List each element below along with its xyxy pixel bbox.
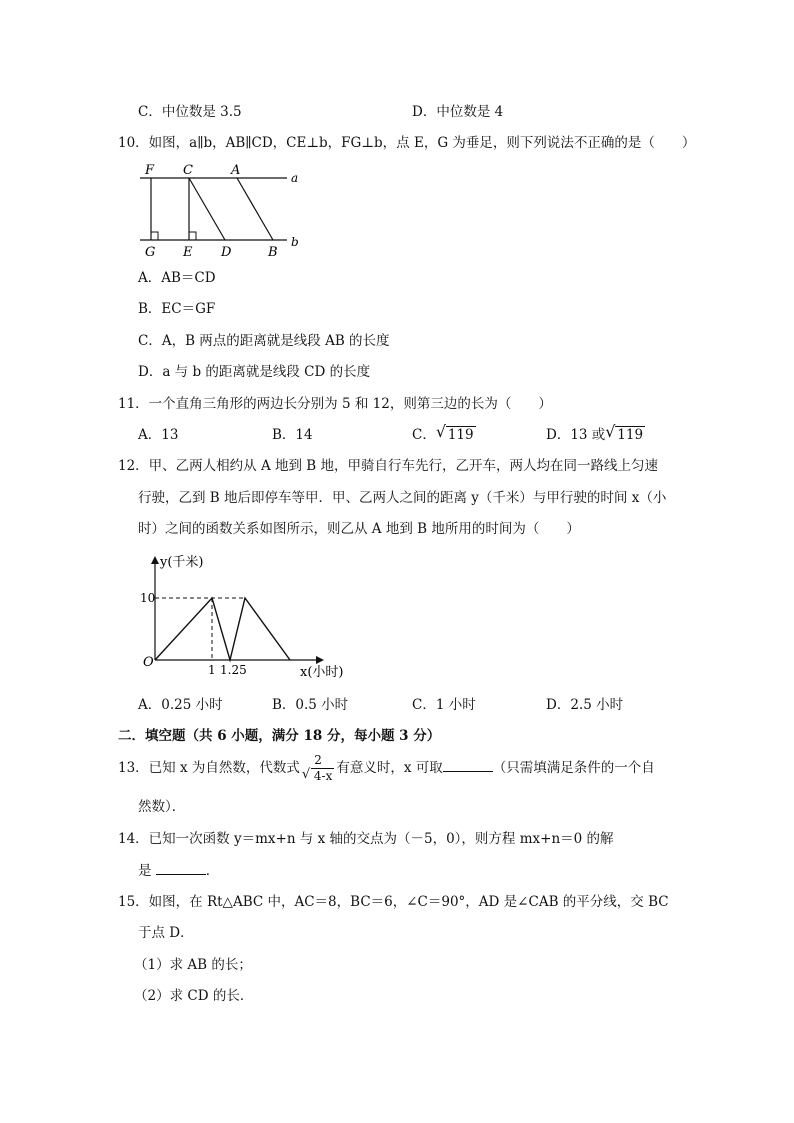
q12-distance-time-graph (140, 550, 355, 685)
x-axis-label: x(小时) (300, 665, 344, 680)
label-A: A (231, 163, 241, 178)
q12-option-b: B．0.5 小时 (272, 697, 349, 713)
q11-option-c: C． √ 119 (412, 422, 474, 443)
q11-stem: 11．一个直角三角形的两边长分别为 5 和 12，则第三边的长为（ ） (118, 396, 552, 412)
q12-stem-line3: 时）之间的函数关系如图所示，则乙从 A 地到 B 地所用的时间为（ ） (138, 521, 580, 537)
q11-option-a: A．13 (138, 427, 179, 443)
q15-stem-line1: 15．如图，在 Rt△ABC 中，AC＝8，BC＝6，∠C＝90°，AD 是∠CAB 的平分线，交 BC (118, 894, 669, 910)
label-b: b (291, 235, 299, 249)
answer-blank[interactable] (443, 757, 493, 772)
q14-stem-line2: 是 ． (138, 860, 219, 881)
q9-option-c: C．中位数是 3.5 (138, 104, 242, 120)
q11-option-d: D．13 或 √ 119 (546, 422, 644, 443)
label-B: B (268, 245, 278, 260)
label-E: E (183, 245, 193, 260)
y-axis-label: y(千米) (160, 555, 204, 570)
fraction: 2 √ 4-x (301, 753, 333, 783)
label-G: G (145, 245, 156, 260)
q10-option-b: B．EC＝GF (138, 301, 216, 317)
q10-option-a: A．AB＝CD (138, 270, 216, 286)
label-C: C (183, 163, 193, 178)
q12-option-c: C．1 小时 (412, 697, 476, 713)
section-2-title: 二．填空题（共 6 小题，满分 18 分，每小题 3 分） (118, 728, 441, 744)
q12-stem-line2: 行驶，乙到 B 地后即停车等甲．甲、乙两人之间的距离 y（千米）与甲行驶的时间 x（小 (138, 490, 667, 506)
answer-blank[interactable] (156, 860, 206, 875)
q15-subquestion-1: （1）求 AB 的长； (134, 957, 252, 973)
q9-option-d: D．中位数是 4 (412, 104, 504, 120)
sqrt-symbol: √ 119 (435, 422, 474, 443)
y-tick-10: 10 (140, 591, 156, 605)
x-tick-1-25: 1.25 (220, 663, 247, 677)
q12-option-a: A．0.25 小时 (138, 697, 223, 713)
x-tick-1: 1 (208, 663, 216, 677)
q12-stem-line1: 12．甲、乙两人相约从 A 地到 B 地，甲骑自行车先行，乙开车，两人均在同一路线上匀速 (118, 458, 659, 474)
q10-parallel-lines-figure (135, 160, 305, 262)
q13-stem-line1: 13．已知 x 为自然数，代数式 2 √ 4-x 有意义时，x 可取 （只需填满足条件的一个自 (118, 753, 655, 783)
origin-label: O (143, 655, 154, 670)
q14-stem-line1: 14．已知一次函数 y＝mx+n 与 x 轴的交点为（－5，0），则方程 mx+n＝0 的解 (118, 831, 614, 847)
q15-subquestion-2: （2）求 CD 的长． (134, 988, 254, 1004)
q10-option-d: D．a 与 b 的距离就是线段 CD 的长度 (138, 364, 371, 380)
sqrt-symbol: √ 119 (605, 422, 644, 443)
q10-option-c: C．A，B 两点的距离就是线段 AB 的长度 (138, 333, 390, 349)
q12-option-d: D．2.5 小时 (546, 697, 624, 713)
q15-stem-line2: 于点 D． (138, 925, 194, 941)
label-a: a (291, 171, 299, 185)
label-F: F (145, 163, 155, 178)
q11-option-b: B．14 (272, 427, 313, 443)
q13-stem-line2: 然数）． (138, 799, 186, 815)
q10-stem: 10．如图，a∥b，AB∥CD，CE⊥b，FG⊥b，点 E，G 为垂足，则下列说法不正确的是（ ） (118, 135, 696, 151)
label-D: D (221, 245, 232, 260)
